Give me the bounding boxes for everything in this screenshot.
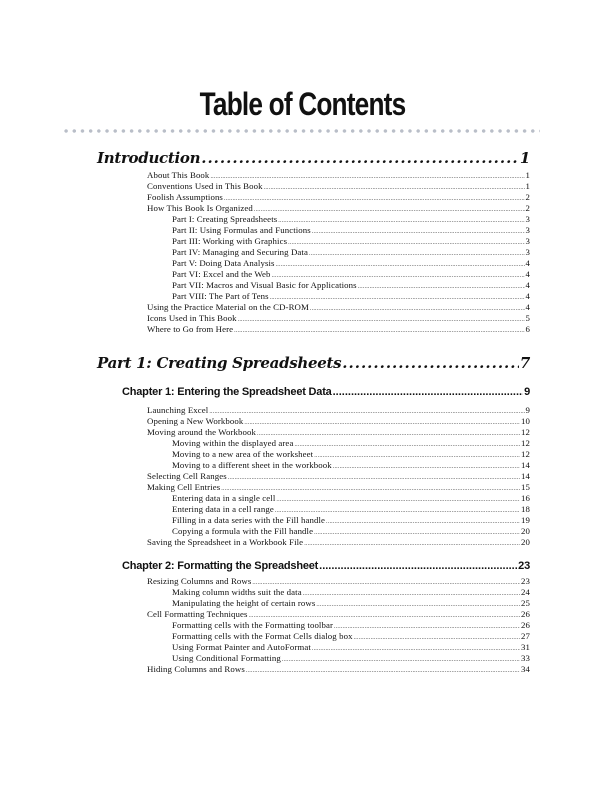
entry-label: Resizing Columns and Rows [147, 576, 252, 586]
entry-label: Making column widths suit the data [172, 587, 302, 597]
page-number: 16 [521, 493, 530, 503]
page-number: 20 [521, 526, 530, 536]
page-number: 18 [521, 504, 530, 514]
entry-label: Part II: Using Formulas and Functions [172, 225, 311, 235]
entry-label: Moving around the Workbook [147, 427, 256, 437]
page-number: 12 [521, 427, 530, 437]
entry-label: Part V: Doing Data Analysis [172, 258, 275, 268]
entry-label: Using the Practice Material on the CD-ROM [147, 302, 309, 312]
leader-dots [201, 149, 519, 167]
page-number: 12 [521, 449, 530, 459]
entry-label: Entering data in a cell range [172, 504, 274, 514]
page-number: 3 [525, 247, 530, 257]
page-number: 3 [525, 214, 530, 224]
page-number: 9 [525, 405, 530, 415]
entry-label: Selecting Cell Ranges [147, 471, 227, 481]
page-number: 19 [521, 515, 530, 525]
entry-label: Icons Used in This Book [147, 313, 237, 323]
entry-label: Moving within the displayed area [172, 438, 294, 448]
entry-label: Part VII: Macros and Visual Basic for Applications [172, 280, 357, 290]
dotted-divider [62, 128, 540, 134]
entry-label: Using Conditional Formatting [172, 653, 281, 663]
page-number: 27 [521, 631, 530, 641]
page-number: 26 [521, 620, 530, 630]
page-number: 20 [521, 537, 530, 547]
entry-label: Moving to a new area of the worksheet [172, 449, 314, 459]
entry-label: Launching Excel [147, 405, 209, 415]
entry-label: How This Book Is Organized [147, 203, 253, 213]
entry-label: Part IV: Managing and Securing Data [172, 247, 308, 257]
page-number: 2 [525, 192, 530, 202]
page-number: 25 [521, 598, 530, 608]
page-number: 1 [525, 181, 530, 191]
entry-label: Moving to a different sheet in the workbook [172, 460, 332, 470]
page-number: 4 [525, 258, 530, 268]
page-number: 6 [525, 324, 530, 334]
entry-label: Cell Formatting Techniques [147, 609, 248, 619]
page-number: 1 [525, 170, 530, 180]
page-number: 23 [521, 576, 530, 586]
entry-label: Part VI: Excel and the Web [172, 269, 271, 279]
leader-dots [246, 664, 520, 677]
page-number: 24 [521, 587, 530, 597]
toc-chapter-1[interactable] [122, 386, 530, 398]
entry-label: Using Format Painter and AutoFormat [172, 642, 311, 652]
entry-label: Opening a New Workbook [147, 416, 244, 426]
page-number: 4 [525, 280, 530, 290]
toc-entry[interactable] [147, 664, 530, 677]
entry-label: About This Book [147, 170, 210, 180]
page-number: 23 [518, 560, 530, 572]
page-number: 26 [521, 609, 530, 619]
entry-label: Manipulating the height of certain rows [172, 598, 316, 608]
page-number: 10 [521, 416, 530, 426]
page-number: 5 [525, 313, 530, 323]
entry-label: Copying a formula with the Fill handle [172, 526, 314, 536]
entry-label: Where to Go from Here [147, 324, 234, 334]
page-number: 3 [525, 225, 530, 235]
entry-label: Part I: Creating Spreadsheets [172, 214, 278, 224]
toc-part-1[interactable] [97, 354, 530, 372]
page-number: 31 [521, 642, 530, 652]
entry-label: Filling in a data series with the Fill handle [172, 515, 326, 525]
toc-chapter-2[interactable] [122, 560, 530, 572]
entry-label: Saving the Spreadsheet in a Workbook File [147, 537, 304, 547]
entry-label: Entering data in a single cell [172, 493, 276, 503]
entry-label: Formatting cells with the Format Cells dialog box [172, 631, 353, 641]
page-number: 14 [521, 471, 530, 481]
leader-dots [333, 386, 523, 398]
page-number: 2 [525, 203, 530, 213]
page-number: 1 [519, 149, 530, 167]
page-number: 12 [521, 438, 530, 448]
toc-entry[interactable] [147, 537, 530, 550]
page-number: 9 [524, 386, 530, 398]
chapter-title: Chapter 2: Formatting the Spreadsheet [122, 560, 319, 572]
page-number: 33 [521, 653, 530, 663]
chapter-title: Chapter 1: Entering the Spreadsheet Data [122, 386, 332, 398]
page-number: 4 [525, 291, 530, 301]
entry-label: Making Cell Entries [147, 482, 221, 492]
entry-label: Part VIII: The Part of Tens [172, 291, 269, 301]
page-number: 15 [521, 482, 530, 492]
leader-dots [234, 324, 524, 337]
leader-dots [319, 560, 517, 572]
toc-part-introduction[interactable] [97, 149, 530, 167]
page-title: Table of Contents [199, 86, 406, 122]
page-number: 4 [525, 302, 530, 312]
entry-label: Part III: Working with Graphics [172, 236, 288, 246]
entry-label: Formatting cells with the Formatting toolbar [172, 620, 334, 630]
entry-label: Foolish Assumptions [147, 192, 223, 202]
entry-label: Conventions Used in This Book [147, 181, 263, 191]
page-number: 14 [521, 460, 530, 470]
entry-label: Hiding Columns and Rows [147, 664, 245, 674]
toc-entry[interactable] [147, 324, 530, 337]
leader-dots [342, 354, 519, 372]
leader-dots [304, 537, 520, 550]
part-title: Introduction [97, 149, 201, 167]
page-number: 34 [521, 664, 530, 674]
page-number: 7 [519, 354, 530, 372]
page-number: 4 [525, 269, 530, 279]
page-number: 3 [525, 236, 530, 246]
part-title: Part 1: Creating Spreadsheets [97, 354, 342, 372]
